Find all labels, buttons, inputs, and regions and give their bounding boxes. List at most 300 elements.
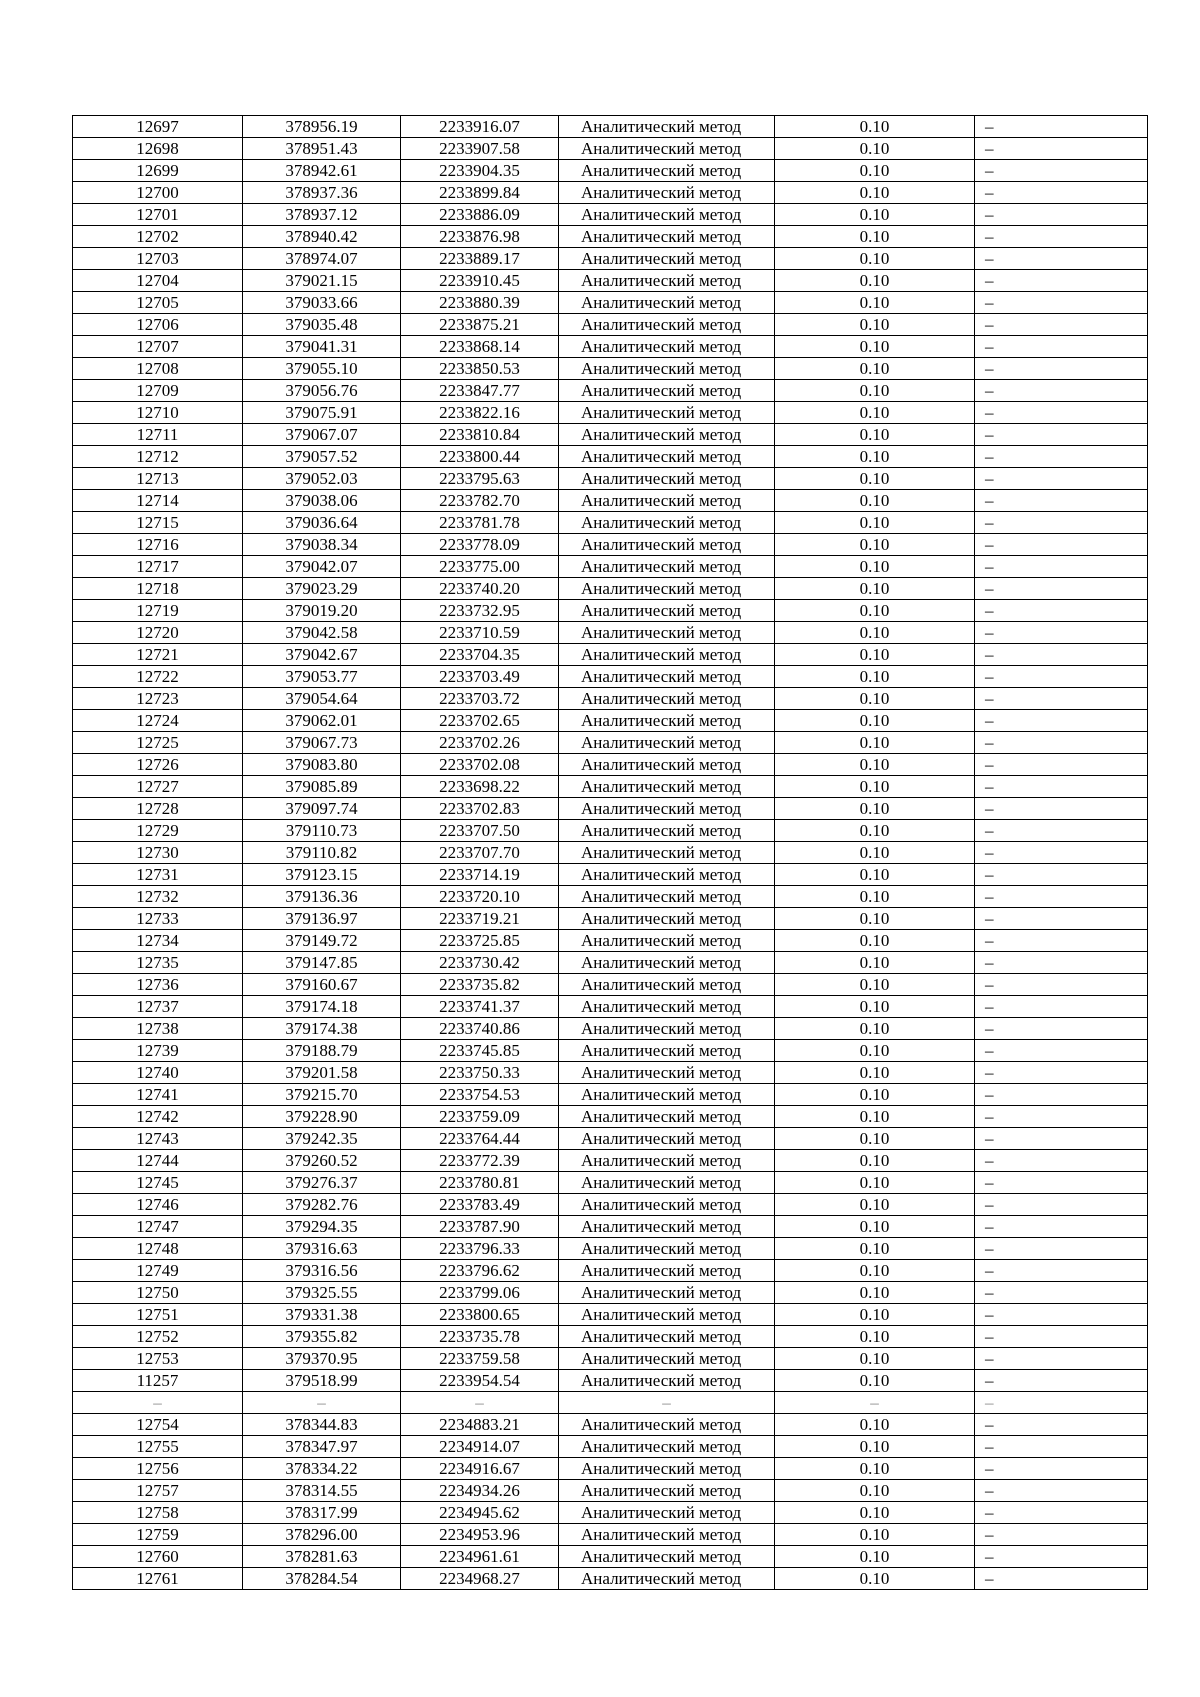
note-cell: – (975, 1326, 1148, 1348)
y-coordinate-cell: 2233750.33 (401, 1062, 559, 1084)
x-coordinate-cell: 379518.99 (243, 1370, 401, 1392)
method-cell: Аналитический метод (559, 1370, 775, 1392)
accuracy-cell: 0.10 (775, 314, 975, 336)
x-coordinate-cell: 379370.95 (243, 1348, 401, 1370)
method-cell: Аналитический метод (559, 1458, 775, 1480)
method-cell: Аналитический метод (559, 1524, 775, 1546)
x-coordinate-cell: 379110.82 (243, 842, 401, 864)
note-cell: – (975, 402, 1148, 424)
accuracy-cell: 0.10 (775, 1458, 975, 1480)
point-number-cell: 12758 (73, 1502, 243, 1524)
y-coordinate-cell: 2233754.53 (401, 1084, 559, 1106)
accuracy-cell: 0.10 (775, 358, 975, 380)
table-row (73, 798, 1148, 820)
table-row (73, 556, 1148, 578)
x-coordinate-cell: 379147.85 (243, 952, 401, 974)
method-cell: Аналитический метод (559, 1304, 775, 1326)
table-row (73, 1414, 1148, 1436)
table-row (73, 380, 1148, 402)
x-coordinate-cell: 379038.34 (243, 534, 401, 556)
y-coordinate-cell: 2233735.82 (401, 974, 559, 996)
method-cell: Аналитический метод (559, 292, 775, 314)
accuracy-cell: 0.10 (775, 1150, 975, 1172)
accuracy-cell: 0.10 (775, 1040, 975, 1062)
method-cell: Аналитический метод (559, 512, 775, 534)
note-cell: – (975, 1238, 1148, 1260)
x-coordinate-cell: 379331.38 (243, 1304, 401, 1326)
x-coordinate-cell: 379075.91 (243, 402, 401, 424)
y-coordinate-cell: 2233741.37 (401, 996, 559, 1018)
y-coordinate-cell: 2233703.49 (401, 666, 559, 688)
y-coordinate-cell: 2233782.70 (401, 490, 559, 512)
y-coordinate-cell: 2233698.22 (401, 776, 559, 798)
accuracy-cell: 0.10 (775, 864, 975, 886)
x-coordinate-cell: 379355.82 (243, 1326, 401, 1348)
point-number-cell: 12748 (73, 1238, 243, 1260)
method-cell: Аналитический метод (559, 204, 775, 226)
table-row (73, 1524, 1148, 1546)
accuracy-cell: 0.10 (775, 138, 975, 160)
method-cell: Аналитический метод (559, 908, 775, 930)
note-cell: – (975, 270, 1148, 292)
note-cell: – (975, 1172, 1148, 1194)
accuracy-cell: 0.10 (775, 1172, 975, 1194)
accuracy-cell: 0.10 (775, 534, 975, 556)
note-cell: – (975, 1106, 1148, 1128)
accuracy-cell: 0.10 (775, 930, 975, 952)
method-cell: Аналитический метод (559, 1260, 775, 1282)
y-coordinate-cell: 2233740.20 (401, 578, 559, 600)
point-number-cell: 12716 (73, 534, 243, 556)
table-row (73, 336, 1148, 358)
accuracy-cell: 0.10 (775, 446, 975, 468)
x-coordinate-cell: 379097.74 (243, 798, 401, 820)
note-cell: – (975, 1062, 1148, 1084)
note-cell: – (975, 1216, 1148, 1238)
y-coordinate-cell: 2233759.09 (401, 1106, 559, 1128)
accuracy-cell: 0.10 (775, 996, 975, 1018)
accuracy-cell: 0.10 (775, 380, 975, 402)
table-row (73, 842, 1148, 864)
note-cell: – (975, 490, 1148, 512)
method-cell: Аналитический метод (559, 1216, 775, 1238)
point-number-cell: 12731 (73, 864, 243, 886)
accuracy-cell: 0.10 (775, 1238, 975, 1260)
x-coordinate-cell: 379054.64 (243, 688, 401, 710)
note-cell: – (975, 1546, 1148, 1568)
accuracy-cell: 0.10 (775, 1546, 975, 1568)
x-coordinate-cell: 379042.67 (243, 644, 401, 666)
table-row (73, 710, 1148, 732)
method-cell: Аналитический метод (559, 380, 775, 402)
table-row (73, 952, 1148, 974)
y-coordinate-cell: 2233907.58 (401, 138, 559, 160)
x-coordinate-cell: 378296.00 (243, 1524, 401, 1546)
method-cell: Аналитический метод (559, 1106, 775, 1128)
note-cell: – (975, 798, 1148, 820)
y-coordinate-cell: 2233778.09 (401, 534, 559, 556)
accuracy-cell: 0.10 (775, 842, 975, 864)
accuracy-cell: 0.10 (775, 1282, 975, 1304)
table-row (73, 1172, 1148, 1194)
accuracy-cell: 0.10 (775, 1370, 975, 1392)
x-coordinate-cell: 378951.43 (243, 138, 401, 160)
y-coordinate-cell: 2233780.81 (401, 1172, 559, 1194)
method-cell: Аналитический метод (559, 1150, 775, 1172)
table-row (73, 1436, 1148, 1458)
method-cell: Аналитический метод (559, 1546, 775, 1568)
y-coordinate-cell: 2233719.21 (401, 908, 559, 930)
note-cell: – (975, 710, 1148, 732)
accuracy-cell: 0.10 (775, 622, 975, 644)
y-coordinate-cell: 2233822.16 (401, 402, 559, 424)
y-coordinate-cell: 2233732.95 (401, 600, 559, 622)
y-coordinate-cell: 2233810.84 (401, 424, 559, 446)
x-coordinate-cell: 379038.06 (243, 490, 401, 512)
method-cell: Аналитический метод (559, 974, 775, 996)
note-cell: – (975, 1128, 1148, 1150)
table-row (73, 116, 1148, 138)
method-cell: Аналитический метод (559, 402, 775, 424)
point-number-cell: 12711 (73, 424, 243, 446)
x-coordinate-cell: 379149.72 (243, 930, 401, 952)
table-row (73, 666, 1148, 688)
accuracy-cell: 0.10 (775, 798, 975, 820)
y-coordinate-cell: 2233714.19 (401, 864, 559, 886)
table-row (73, 622, 1148, 644)
note-cell: – (975, 556, 1148, 578)
method-cell: Аналитический метод (559, 446, 775, 468)
method-cell: Аналитический метод (559, 1480, 775, 1502)
point-number-cell: 12743 (73, 1128, 243, 1150)
table-row (73, 776, 1148, 798)
table-row (73, 1018, 1148, 1040)
point-number-cell: 12718 (73, 578, 243, 600)
note-cell: – (975, 468, 1148, 490)
table-row (73, 908, 1148, 930)
table-row (73, 292, 1148, 314)
point-number-cell: 12707 (73, 336, 243, 358)
accuracy-cell: 0.10 (775, 490, 975, 512)
x-coordinate-cell: 378956.19 (243, 116, 401, 138)
point-number-cell: 12754 (73, 1414, 243, 1436)
method-cell: Аналитический метод (559, 622, 775, 644)
point-number-cell: 12722 (73, 666, 243, 688)
table-row (73, 512, 1148, 534)
accuracy-cell: 0.10 (775, 1128, 975, 1150)
accuracy-cell: 0.10 (775, 776, 975, 798)
y-coordinate-cell: 2234961.61 (401, 1546, 559, 1568)
x-coordinate-cell: 379228.90 (243, 1106, 401, 1128)
y-coordinate-cell: 2233704.35 (401, 644, 559, 666)
accuracy-cell: 0.10 (775, 226, 975, 248)
note-cell: – (975, 204, 1148, 226)
note-cell: – (975, 534, 1148, 556)
table-row (73, 1480, 1148, 1502)
accuracy-cell: – (775, 1392, 975, 1414)
note-cell: – (975, 1084, 1148, 1106)
method-cell: Аналитический метод (559, 1502, 775, 1524)
table-row (73, 226, 1148, 248)
point-number-cell: 12739 (73, 1040, 243, 1062)
point-number-cell: 12726 (73, 754, 243, 776)
y-coordinate-cell: 2233702.83 (401, 798, 559, 820)
y-coordinate-cell: 2233868.14 (401, 336, 559, 358)
note-cell: – (975, 1502, 1148, 1524)
note-cell: – (975, 314, 1148, 336)
point-number-cell: 12760 (73, 1546, 243, 1568)
accuracy-cell: 0.10 (775, 952, 975, 974)
accuracy-cell: 0.10 (775, 1326, 975, 1348)
x-coordinate-cell: 379316.63 (243, 1238, 401, 1260)
y-coordinate-cell: 2233772.39 (401, 1150, 559, 1172)
note-cell: – (975, 666, 1148, 688)
x-coordinate-cell: 378317.99 (243, 1502, 401, 1524)
y-coordinate-cell: 2233740.86 (401, 1018, 559, 1040)
table-row (73, 204, 1148, 226)
table-row (73, 160, 1148, 182)
coordinates-table (72, 115, 1148, 1590)
x-coordinate-cell: 378334.22 (243, 1458, 401, 1480)
accuracy-cell: 0.10 (775, 600, 975, 622)
note-cell: – (975, 182, 1148, 204)
table-row (73, 270, 1148, 292)
y-coordinate-cell: 2233702.26 (401, 732, 559, 754)
point-number-cell: 12704 (73, 270, 243, 292)
table-row (73, 1370, 1148, 1392)
point-number-cell: 12712 (73, 446, 243, 468)
x-coordinate-cell: 379316.56 (243, 1260, 401, 1282)
table-row (73, 1040, 1148, 1062)
accuracy-cell: 0.10 (775, 820, 975, 842)
table-row (73, 1260, 1148, 1282)
table-row (73, 1062, 1148, 1084)
point-number-cell: 12756 (73, 1458, 243, 1480)
accuracy-cell: 0.10 (775, 1304, 975, 1326)
note-cell: – (975, 644, 1148, 666)
table-row (73, 358, 1148, 380)
x-coordinate-cell: 379085.89 (243, 776, 401, 798)
x-coordinate-cell: 379023.29 (243, 578, 401, 600)
table-row (73, 1304, 1148, 1326)
accuracy-cell: 0.10 (775, 336, 975, 358)
point-number-cell: 12732 (73, 886, 243, 908)
y-coordinate-cell: 2233876.98 (401, 226, 559, 248)
y-coordinate-cell: 2233783.49 (401, 1194, 559, 1216)
note-cell: – (975, 1260, 1148, 1282)
point-number-cell: 12742 (73, 1106, 243, 1128)
point-number-cell: 12724 (73, 710, 243, 732)
table-row (73, 1546, 1148, 1568)
point-number-cell: 12744 (73, 1150, 243, 1172)
method-cell: Аналитический метод (559, 314, 775, 336)
y-coordinate-cell: 2233710.59 (401, 622, 559, 644)
method-cell: Аналитический метод (559, 1282, 775, 1304)
note-cell: – (975, 842, 1148, 864)
y-coordinate-cell: 2233707.70 (401, 842, 559, 864)
method-cell: Аналитический метод (559, 468, 775, 490)
table-row (73, 138, 1148, 160)
y-coordinate-cell: 2233707.50 (401, 820, 559, 842)
x-coordinate-cell: 379036.64 (243, 512, 401, 534)
accuracy-cell: 0.10 (775, 292, 975, 314)
note-cell: – (975, 1304, 1148, 1326)
table-row (73, 1392, 1148, 1414)
y-coordinate-cell: 2233910.45 (401, 270, 559, 292)
note-cell: – (975, 776, 1148, 798)
method-cell: Аналитический метод (559, 666, 775, 688)
note-cell: – (975, 1392, 1148, 1414)
point-number-cell: 12725 (73, 732, 243, 754)
point-number-cell: 12733 (73, 908, 243, 930)
x-coordinate-cell: 379110.73 (243, 820, 401, 842)
table-row (73, 1238, 1148, 1260)
y-coordinate-cell: 2233702.08 (401, 754, 559, 776)
accuracy-cell: 0.10 (775, 1524, 975, 1546)
method-cell: Аналитический метод (559, 1084, 775, 1106)
note-cell: – (975, 424, 1148, 446)
x-coordinate-cell: 378942.61 (243, 160, 401, 182)
point-number-cell: 12701 (73, 204, 243, 226)
point-number-cell: 12761 (73, 1568, 243, 1590)
table-row (73, 1128, 1148, 1150)
point-number-cell: 12723 (73, 688, 243, 710)
method-cell: – (559, 1392, 775, 1414)
y-coordinate-cell: 2233795.63 (401, 468, 559, 490)
x-coordinate-cell: 378344.83 (243, 1414, 401, 1436)
x-coordinate-cell: 379067.73 (243, 732, 401, 754)
y-coordinate-cell: 2233880.39 (401, 292, 559, 314)
accuracy-cell: 0.10 (775, 1216, 975, 1238)
note-cell: – (975, 380, 1148, 402)
y-coordinate-cell: 2234916.67 (401, 1458, 559, 1480)
point-number-cell: 12747 (73, 1216, 243, 1238)
note-cell: – (975, 952, 1148, 974)
y-coordinate-cell: 2233720.10 (401, 886, 559, 908)
y-coordinate-cell: – (401, 1392, 559, 1414)
point-number-cell: 12740 (73, 1062, 243, 1084)
x-coordinate-cell: 379083.80 (243, 754, 401, 776)
method-cell: Аналитический метод (559, 226, 775, 248)
x-coordinate-cell: 379282.76 (243, 1194, 401, 1216)
method-cell: Аналитический метод (559, 358, 775, 380)
note-cell: – (975, 1150, 1148, 1172)
y-coordinate-cell: 2233796.33 (401, 1238, 559, 1260)
note-cell: – (975, 732, 1148, 754)
y-coordinate-cell: 2233886.09 (401, 204, 559, 226)
accuracy-cell: 0.10 (775, 710, 975, 732)
x-coordinate-cell: 379136.97 (243, 908, 401, 930)
table-row (73, 688, 1148, 710)
point-number-cell: 12699 (73, 160, 243, 182)
x-coordinate-cell: 379174.38 (243, 1018, 401, 1040)
method-cell: Аналитический метод (559, 1414, 775, 1436)
method-cell: Аналитический метод (559, 424, 775, 446)
x-coordinate-cell: 379033.66 (243, 292, 401, 314)
accuracy-cell: 0.10 (775, 1480, 975, 1502)
note-cell: – (975, 974, 1148, 996)
point-number-cell: 12738 (73, 1018, 243, 1040)
point-number-cell: 12697 (73, 116, 243, 138)
point-number-cell: 12717 (73, 556, 243, 578)
method-cell: Аналитический метод (559, 930, 775, 952)
y-coordinate-cell: 2233847.77 (401, 380, 559, 402)
x-coordinate-cell: 379053.77 (243, 666, 401, 688)
y-coordinate-cell: 2234968.27 (401, 1568, 559, 1590)
note-cell: – (975, 1458, 1148, 1480)
y-coordinate-cell: 2233725.85 (401, 930, 559, 952)
y-coordinate-cell: 2233703.72 (401, 688, 559, 710)
accuracy-cell: 0.10 (775, 578, 975, 600)
note-cell: – (975, 688, 1148, 710)
accuracy-cell: 0.10 (775, 160, 975, 182)
y-coordinate-cell: 2233875.21 (401, 314, 559, 336)
table-row (73, 1194, 1148, 1216)
method-cell: Аналитический метод (559, 952, 775, 974)
accuracy-cell: 0.10 (775, 1260, 975, 1282)
accuracy-cell: 0.10 (775, 908, 975, 930)
table-body (73, 116, 1148, 1590)
y-coordinate-cell: 2233850.53 (401, 358, 559, 380)
point-number-cell: 12746 (73, 1194, 243, 1216)
note-cell: – (975, 1568, 1148, 1590)
note-cell: – (975, 600, 1148, 622)
method-cell: Аналитический метод (559, 182, 775, 204)
point-number-cell: 12735 (73, 952, 243, 974)
method-cell: Аналитический метод (559, 534, 775, 556)
table-row (73, 1216, 1148, 1238)
accuracy-cell: 0.10 (775, 204, 975, 226)
method-cell: Аналитический метод (559, 248, 775, 270)
point-number-cell: 12702 (73, 226, 243, 248)
table-row (73, 446, 1148, 468)
method-cell: Аналитический метод (559, 490, 775, 512)
accuracy-cell: 0.10 (775, 886, 975, 908)
table-row (73, 1568, 1148, 1590)
point-number-cell: 12720 (73, 622, 243, 644)
x-coordinate-cell: 379042.07 (243, 556, 401, 578)
table-row (73, 644, 1148, 666)
point-number-cell: 12745 (73, 1172, 243, 1194)
accuracy-cell: 0.10 (775, 402, 975, 424)
table-row (73, 930, 1148, 952)
table-row (73, 864, 1148, 886)
x-coordinate-cell: 379123.15 (243, 864, 401, 886)
x-coordinate-cell: 378314.55 (243, 1480, 401, 1502)
accuracy-cell: 0.10 (775, 182, 975, 204)
method-cell: Аналитический метод (559, 556, 775, 578)
note-cell: – (975, 160, 1148, 182)
y-coordinate-cell: 2233800.44 (401, 446, 559, 468)
point-number-cell: 12709 (73, 380, 243, 402)
point-number-cell: 12708 (73, 358, 243, 380)
point-number-cell: 11257 (73, 1370, 243, 1392)
note-cell: – (975, 996, 1148, 1018)
accuracy-cell: 0.10 (775, 1414, 975, 1436)
note-cell: – (975, 248, 1148, 270)
table-row (73, 600, 1148, 622)
table-row (73, 754, 1148, 776)
note-cell: – (975, 1348, 1148, 1370)
method-cell: Аналитический метод (559, 864, 775, 886)
y-coordinate-cell: 2233800.65 (401, 1304, 559, 1326)
x-coordinate-cell: 379021.15 (243, 270, 401, 292)
y-coordinate-cell: 2233904.35 (401, 160, 559, 182)
accuracy-cell: 0.10 (775, 688, 975, 710)
table-row (73, 820, 1148, 842)
method-cell: Аналитический метод (559, 842, 775, 864)
x-coordinate-cell: 378347.97 (243, 1436, 401, 1458)
